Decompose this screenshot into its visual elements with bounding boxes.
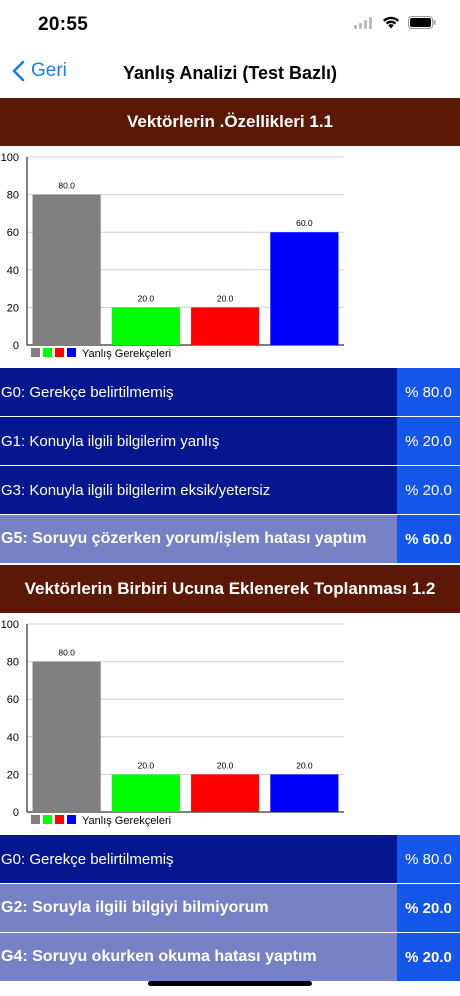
bar-value-label: 20.0 [137,293,155,304]
back-label: Geri [31,60,67,81]
reason-percent: % 80.0 [397,368,460,416]
legend-swatch [31,815,40,824]
reason-label: G5: Soruyu çözerken yorum/işlem hatası yaptım [0,515,397,563]
section-header: Vektörlerin .Özellikleri 1.1 [0,98,460,146]
bar [33,662,101,812]
y-tick-label: 60 [6,227,19,240]
bar [112,774,180,812]
list-item[interactable] [0,884,460,932]
bar [112,307,180,345]
bar-chart-svg [0,613,460,833]
navigation-bar [0,50,460,98]
section-header: Vektörlerin Birbiri Ucuna Eklenerek Toplanması 1.2 [0,565,460,613]
bar-value-label: 20.0 [216,760,234,771]
bar [33,195,101,345]
bar [270,774,338,812]
bar [270,232,338,345]
y-tick-label: 0 [12,807,19,819]
legend-swatch [43,348,52,357]
legend-swatch [31,348,40,357]
y-tick-label: 80 [6,656,19,669]
reason-percent: % 20.0 [397,933,460,981]
y-tick-label: 0 [12,340,19,352]
reason-label: G3: Konuyla ilgili bilgilerim eksik/yetersiz [0,466,397,514]
cellular-signal-icon [354,17,374,29]
y-tick-label: 100 [0,619,19,631]
wifi-icon [382,16,400,29]
reason-label: G0: Gerekçe belirtilmemiş [0,835,397,883]
reason-label: G0: Gerekçe belirtilmemiş [0,368,397,416]
reason-percent: % 20.0 [397,466,460,514]
bar-value-label: 80.0 [58,180,75,191]
legend-swatch [67,348,76,357]
battery-icon [408,16,436,29]
y-tick-label: 60 [6,694,19,707]
legend-swatch [55,348,64,357]
legend-swatch [43,815,52,824]
y-tick-label: 20 [6,302,19,315]
legend-swatch [67,815,76,824]
bar-value-label: 20.0 [296,760,313,771]
legend-label: Yanlış Gerekçeleri [82,815,172,827]
list-item[interactable] [0,466,460,514]
status-icons [354,16,436,29]
page-title: Yanlış Analizi (Test Bazlı) [122,63,338,83]
status-time: 20:55 [38,14,89,35]
list-item[interactable] [0,933,460,981]
bar-value-label: 60.0 [296,218,313,229]
home-indicator [148,981,312,986]
reason-percent: % 60.0 [397,515,460,563]
reason-percent: % 20.0 [397,417,460,465]
bar-value-label: 20.0 [137,760,155,771]
y-tick-label: 40 [6,731,19,744]
bar [191,307,259,345]
list-item[interactable] [0,417,460,465]
list-item[interactable] [0,515,460,563]
list-item[interactable] [0,368,460,416]
bar [191,774,259,812]
y-tick-label: 40 [6,264,19,277]
reason-percent: % 20.0 [397,884,460,932]
reason-percent: % 80.0 [397,835,460,883]
y-tick-label: 20 [6,769,19,782]
status-bar [0,0,460,50]
bar-chart [0,613,460,833]
bar-chart [0,146,460,366]
reason-label: G2: Soruyla ilgili bilgiyi bilmiyorum [0,884,397,932]
list-item[interactable] [0,835,460,883]
bar-chart-svg [0,146,460,366]
reason-label: G1: Konuyla ilgili bilgilerim yanlış [0,417,397,465]
y-tick-label: 100 [0,152,19,164]
bar-value-label: 80.0 [58,647,75,658]
bar-value-label: 20.0 [216,293,234,304]
reason-label: G4: Soruyu okurken okuma hatası yaptım [0,933,397,981]
legend-swatch [55,815,64,824]
y-tick-label: 80 [6,189,19,202]
legend-label: Yanlış Gerekçeleri [82,348,172,360]
